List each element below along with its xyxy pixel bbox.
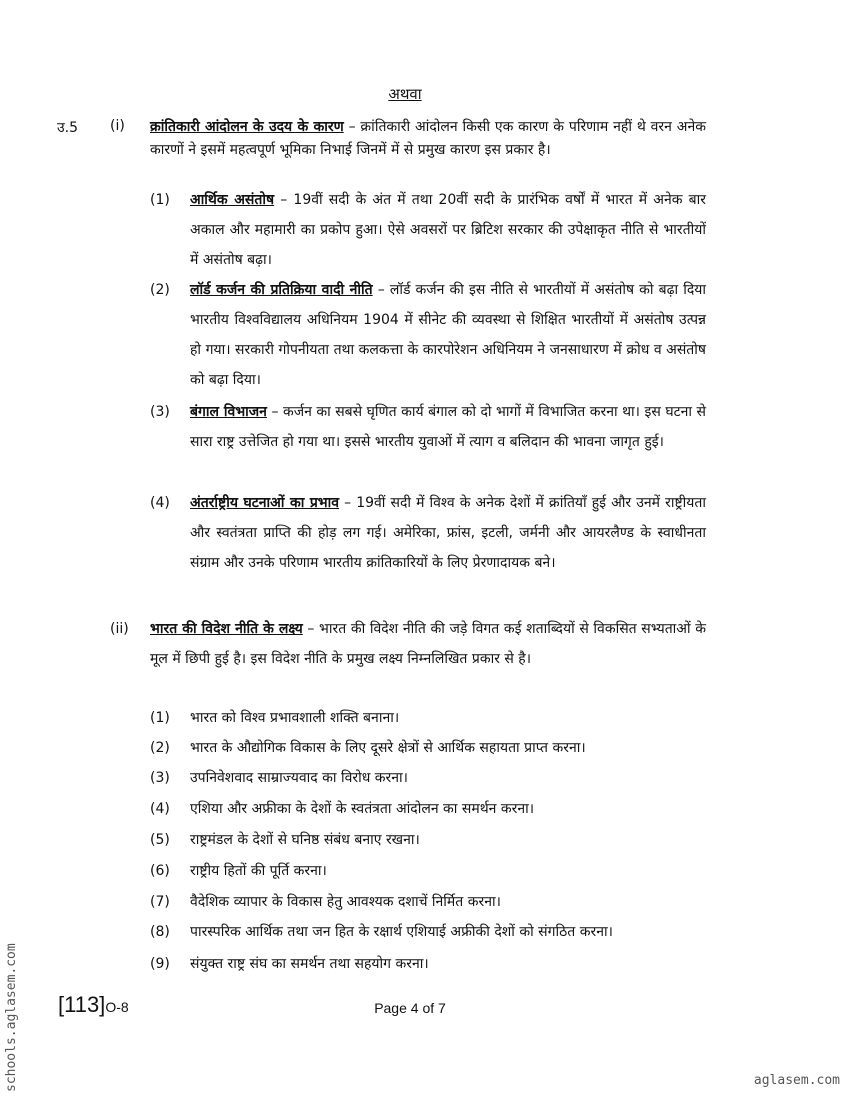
item-number: (9) xyxy=(150,956,170,972)
item-number: (5) xyxy=(150,832,170,848)
item-text: वैदेशिक व्यापार के विकास हेतु आवश्यक दशाचें निर्मित करना। xyxy=(190,894,501,910)
watermark-left: schools.aglasem.com xyxy=(4,943,19,1092)
question-number: उ.5 xyxy=(57,120,79,136)
list-item xyxy=(150,856,706,886)
item-title: आर्थिक असंतोष xyxy=(190,192,275,208)
item-text: एशिया और अफ्रीका के देशों के स्वतंत्रता आंदोलन का समर्थन करना। xyxy=(190,801,535,817)
item-text: राष्ट्रमंडल के देशों से घनिष्ठ संबंध बनाए रखना। xyxy=(190,832,420,848)
item-text: राष्ट्रीय हितों की पूर्ति करना। xyxy=(190,863,327,879)
watermark-right: aglasem.com xyxy=(753,1073,840,1088)
list-item xyxy=(150,397,706,457)
part-i-title: क्रांतिकारी आंदोलन के उदय के कारण xyxy=(150,119,344,135)
item-number: (1) xyxy=(150,710,170,726)
part-ii-intro xyxy=(150,614,706,674)
item-number: (3) xyxy=(150,770,170,786)
list-item xyxy=(150,949,706,979)
page-number: Page 4 of 7 xyxy=(374,1000,446,1016)
item-number: (1) xyxy=(150,192,170,208)
list-item xyxy=(150,917,706,947)
list-item xyxy=(150,794,706,824)
part-i-intro-text: – क्रांतिकारी आंदोलन किसी एक कारण के परिणाम नहीं थे वरन अनेक कारणों ने इसमें महत्वपूर्ण भूमिका निभाई जिनमें में से प्रमुख कारण इस प्रकार है। xyxy=(150,119,706,158)
list-item xyxy=(150,275,706,395)
item-number: (2) xyxy=(150,740,170,756)
part-i-label: (i) xyxy=(110,118,125,134)
item-text: उपनिवेशवाद साम्राज्यवाद का विरोध करना। xyxy=(190,770,408,786)
item-number: (4) xyxy=(150,495,170,511)
list-item xyxy=(150,763,706,793)
item-text: संयुक्त राष्ट्र संघ का समर्थन तथा सहयोग करना। xyxy=(190,956,429,972)
item-title: बंगाल विभाजन xyxy=(190,404,267,420)
page-heading: अथवा xyxy=(388,85,422,103)
item-text: पारस्परिक आर्थिक तथा जन हित के रक्षार्थ एशियाई अफ्रीकी देशों को संगठित करना। xyxy=(190,924,613,940)
paper-code-suffix: O-8 xyxy=(105,999,129,1015)
item-number: (4) xyxy=(150,801,170,817)
list-item xyxy=(150,488,706,578)
list-item xyxy=(150,185,706,275)
paper-code-main: [113] xyxy=(58,992,106,1017)
list-item xyxy=(150,703,706,733)
item-number: (3) xyxy=(150,404,170,420)
item-number: (7) xyxy=(150,894,170,910)
list-item xyxy=(150,887,706,917)
item-text: भारत के औद्योगिक विकास के लिए दूसरे क्षेत्रों से आर्थिक सहायता प्राप्त करना। xyxy=(190,740,586,756)
item-number: (8) xyxy=(150,924,170,940)
item-text: भारत को विश्व प्रभावशाली शक्ति बनाना। xyxy=(190,710,400,726)
item-text: – 19वीं सदी के अंत में तथा 20वीं सदी के प्रारंभिक वर्षों में भारत में अनेक बार अकाल और महामारी का प्रकोप हुआ। ऐसे अवसरों पर ब्रिटिश सरकार की उपेक्षाकृत नीति से भारतीयों में असंतोष बढ़ा। xyxy=(190,192,706,268)
part-ii-title: भारत की विदेश नीति के लक्ष्य xyxy=(150,621,303,637)
part-i-intro xyxy=(150,116,706,162)
item-text: – लॉर्ड कर्जन की इस नीति से भारतीयों में असंतोष को बढ़ा दिया भारतीय विश्वविद्यालय अधिनियम 1904 में सीनेट की व्यवस्था से शिक्षित भारतीयों में असंतोष उत्पन्न हो गया। सरकारी गोपनीयता तथा कलकत्ता के कारपोरेशन अधिनियम ने जनसाधारण में क्रोध व असंतोष को बढ़ा दिया। xyxy=(190,282,707,388)
list-item xyxy=(150,733,706,763)
item-title: अंतर्राष्ट्रीय घटनाओं का प्रभाव xyxy=(190,495,340,511)
list-item xyxy=(150,825,706,855)
item-number: (2) xyxy=(150,282,170,298)
item-number: (6) xyxy=(150,863,170,879)
part-ii-label: (ii) xyxy=(110,621,129,637)
item-title: लॉर्ड कर्जन की प्रतिक्रिया वादी नीति xyxy=(190,282,373,298)
item-text: – कर्जन का सबसे घृणित कार्य बंगाल को दो भागों में विभाजित करना था। इस घटना से सारा राष्ट्र उत्तेजित हो गया था। इससे भारतीय युवाओं में त्याग व बलिदान की भावना जागृत हुई। xyxy=(190,404,706,450)
part-ii-intro-text: – भारत की विदेश नीति की जड़े विगत कई शताब्दियों से विकसित सभ्यताओं के मूल में छिपी हुई है। इस विदेश नीति के प्रमुख लक्ष्य निम्नलिखित प्रकार से है। xyxy=(150,621,706,667)
item-text: – 19वीं सदी में विश्व के अनेक देशों में क्रांतियाँ हुई और उनमें राष्ट्रीयता और स्वतंत्रता प्राप्ति की होड़ लग गई। अमेरिका, फ्रांस, इटली, जर्मनी और आयरलैण्ड के स्वाधीनता संग्राम और उनके परिणाम भारतीय क्रांतिकारियों के लिए प्रेरणादायक बने। xyxy=(190,495,706,571)
